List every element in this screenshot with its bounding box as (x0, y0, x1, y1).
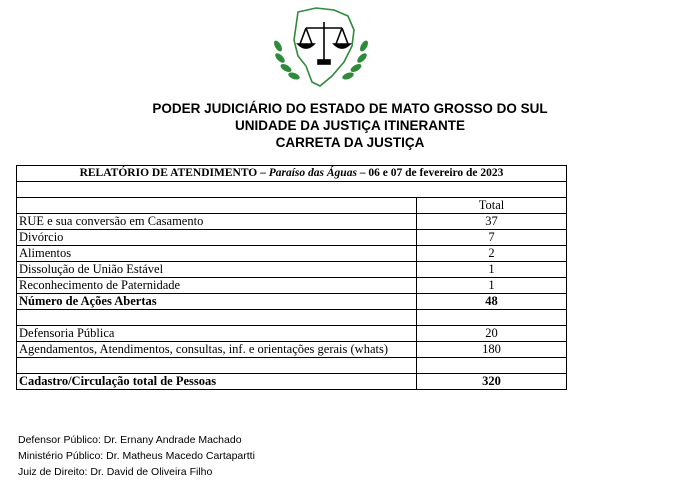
row-value: 7 (417, 230, 567, 246)
row-label: Reconhecimento de Paternidade (17, 278, 417, 294)
agendamentos-label: Agendamentos, Atendimentos, consultas, inf. e orientações gerais (whats) (17, 342, 417, 358)
report-title (17, 166, 567, 182)
header-line-truck: CARRETA DA JUSTIÇA (275, 135, 425, 150)
table-row (17, 246, 567, 262)
agendamentos-value: 180 (417, 342, 567, 358)
report-title-place: Paraíso das Águas (268, 167, 357, 179)
footer-ministerio: Ministério Público: Dr. Matheus Macedo Cartapartti (18, 450, 255, 462)
actions-value: 48 (417, 294, 567, 310)
total-column-header: Total (417, 198, 567, 214)
row-label: Divórcio (17, 230, 417, 246)
row-value: 2 (417, 246, 567, 262)
defensoria-value: 20 (417, 326, 567, 342)
actions-total-row (17, 294, 567, 310)
table-row (17, 326, 567, 342)
empty-row (17, 358, 567, 374)
table-row (17, 278, 567, 294)
grand-total-row (17, 374, 567, 390)
court-emblem-logo (268, 4, 374, 94)
row-label: Alimentos (17, 246, 417, 262)
table-title-row (17, 166, 567, 182)
row-label: Dissolução de União Estável (17, 262, 417, 278)
row-value: 1 (417, 262, 567, 278)
footer-juiz: Juiz de Direito: Dr. David de Oliveira Filho (18, 466, 213, 478)
actions-label: Número de Ações Abertas (17, 294, 417, 310)
defensoria-label: Defensoria Pública (17, 326, 417, 342)
header-line-unit: UNIDADE DA JUSTIÇA ITINERANTE (234, 118, 465, 133)
row-value: 37 (417, 214, 567, 230)
table-row (17, 230, 567, 246)
report-table (16, 165, 567, 390)
report-title-main: RELATÓRIO DE ATENDIMENTO – (79, 167, 266, 179)
grand-total-label: Cadastro/Circulação total de Pessoas (17, 374, 417, 390)
grand-total-value: 320 (417, 374, 567, 390)
report-title-dates: – 06 e 07 de fevereiro de 2023 (359, 167, 504, 179)
header-line-court: PODER JUDICIÁRIO DO ESTADO DE MATO GROSSO DO SUL (152, 101, 548, 116)
table-row (17, 342, 567, 358)
empty-row (17, 182, 567, 198)
empty-row (17, 310, 567, 326)
total-header-row (17, 198, 567, 214)
footer-defensor: Defensor Público: Dr. Ernany Andrade Machado (18, 434, 242, 446)
row-value: 1 (417, 278, 567, 294)
table-row (17, 262, 567, 278)
row-label: RUE e sua conversão em Casamento (17, 214, 417, 230)
table-row (17, 214, 567, 230)
